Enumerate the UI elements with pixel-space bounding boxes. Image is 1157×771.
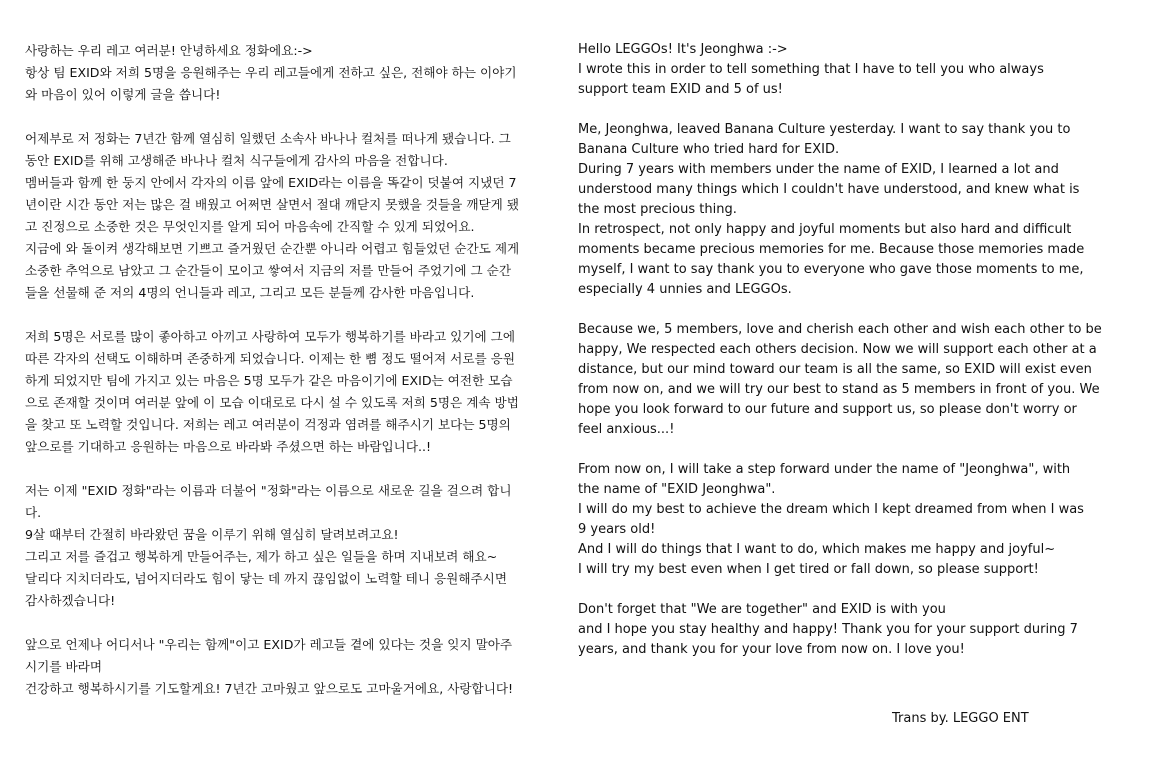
text-line: feel anxious...! xyxy=(578,422,675,437)
text-line: Me, Jeonghwa, leaved Banana Culture yesterday. I want to say thank you to xyxy=(578,122,1071,137)
text-line: 을 찾고 또 노력할 것입니다. 저희는 레고 여러분이 걱정과 염려를 해주시기 보다는 5명의 xyxy=(25,417,511,432)
text-line: 년이란 시간 동안 저는 많은 걸 배웠고 어쩌면 살면서 절대 깨닫지 못했을 것들을 깨닫게 됐 xyxy=(25,197,520,212)
text-line: 사랑하는 우리 레고 여러분! 안녕하세요 정화에요:-> xyxy=(25,43,313,58)
text-line: 따른 각자의 선택도 이해하며 존중하게 되었습니다. 이제는 한 뼘 정도 떨어져 서로를 응원 xyxy=(25,351,516,366)
text-line: support team EXID and 5 of us! xyxy=(578,82,783,97)
text-line: the name of "EXID Jeonghwa". xyxy=(578,482,776,497)
text-line: 동안 EXID를 위해 고생해준 바나나 컬처 식구들에게 감사의 마음을 전합니다. xyxy=(25,153,448,168)
text-line: the most precious thing. xyxy=(578,202,737,217)
english-paragraph-5 xyxy=(578,600,1138,660)
korean-letter xyxy=(25,40,553,722)
text-line: In retrospect, not only happy and joyful moments but also hard and difficult xyxy=(578,222,1072,237)
text-line: 앞으로 언제나 어디서나 "우리는 함께"이고 EXID가 레고들 곁에 있다는 것을 잊지 말아주 xyxy=(25,637,513,652)
text-line: and I hope you stay healthy and happy! Thank you for your support during 7 xyxy=(578,622,1078,637)
english-paragraph-1 xyxy=(578,40,1138,100)
english-paragraph-3 xyxy=(578,320,1138,440)
korean-paragraph-5 xyxy=(25,634,553,700)
text-line: 지금에 와 돌이켜 생각해보면 기쁘고 즐거웠던 순간뿐 아니라 어렵고 힘들었던 순간도 제게 xyxy=(25,241,520,256)
korean-paragraph-2 xyxy=(25,128,553,304)
text-line: 소중한 추억으로 남았고 그 순간들이 모이고 쌓여서 지금의 저를 만들어 주었기에 그 순간 xyxy=(25,263,511,278)
text-line: 와 마음이 있어 이렇게 글을 씁니다! xyxy=(25,87,221,102)
english-paragraph-2 xyxy=(578,120,1138,300)
text-line: Hello LEGGOs! It's Jeonghwa :-> xyxy=(578,42,788,57)
text-line: 들을 선물해 준 저의 4명의 언니들과 레고, 그리고 모든 분들께 감사한 마음입니다. xyxy=(25,285,475,300)
text-line: 앞으로를 기대하고 응원하는 마음으로 바라봐 주셨으면 하는 바람입니다..! xyxy=(25,439,432,454)
korean-paragraph-3 xyxy=(25,326,553,458)
text-line: 고 진정으로 소중한 것은 무엇인지를 알게 되어 마음속에 간직할 수 있게 되었어요. xyxy=(25,219,475,234)
text-line: Banana Culture who tried hard for EXID. xyxy=(578,142,840,157)
text-line: hope you look forward to our future and support us, so please don't worry or xyxy=(578,402,1077,417)
text-line: moments became precious memories for me. Because those memories made xyxy=(578,242,1085,257)
text-line: 달리다 지치더라도, 넘어지더라도 힘이 닿는 데 까지 끊임없이 노력할 테니 응원해주시면 xyxy=(25,571,507,586)
text-line: from now on, and we will try our best to stand as 5 members in front of you. We xyxy=(578,382,1100,397)
korean-paragraph-1 xyxy=(25,40,553,106)
text-line: years, and thank you for your love from now on. I love you! xyxy=(578,642,965,657)
text-line: 으로 존재할 것이며 여러분 앞에 이 모습 이대로로 다시 설 수 있도록 저희 5명은 계속 방법 xyxy=(25,395,519,410)
text-line: 멤버들과 함께 한 둥지 안에서 각자의 이름 앞에 EXID라는 이름을 똑같이 덧붙여 지냈던 7 xyxy=(25,175,517,190)
text-line: From now on, I will take a step forward under the name of "Jeonghwa", with xyxy=(578,462,1071,477)
translation-credit: Trans by. LEGGO ENT xyxy=(892,711,1029,726)
text-line: I will do my best to achieve the dream which I kept dreamed from when I was xyxy=(578,502,1084,517)
text-line: 하게 되었지만 팀에 가지고 있는 마음은 5명 모두가 같은 마음이기에 EXID는 여전한 모습 xyxy=(25,373,513,388)
text-line: Don't forget that "We are together" and EXID is with you xyxy=(578,602,946,617)
text-line: 항상 팀 EXID와 저희 5명을 응원해주는 우리 레고들에게 전하고 싶은, 전해야 하는 이야기 xyxy=(25,65,517,80)
text-line: 건강하고 행복하시기를 기도할게요! 7년간 고마웠고 앞으로도 고마울거에요, 사랑합니다! xyxy=(25,681,514,696)
text-line: 어제부로 저 정화는 7년간 함께 열심히 일했던 소속사 바나나 컬처를 떠나게 됐습니다. 그 xyxy=(25,131,511,146)
text-line: 감사하겠습니다! xyxy=(25,593,116,608)
text-line: I will try my best even when I get tired or fall down, so please support! xyxy=(578,562,1039,577)
text-line: distance, but our mind toward our team is all the same, so EXID will exist even xyxy=(578,362,1092,377)
korean-paragraph-4 xyxy=(25,480,553,612)
text-line: 다. xyxy=(25,505,42,520)
english-paragraph-4 xyxy=(578,460,1138,580)
text-line: 그리고 저를 즐겁고 행복하게 만들어주는, 제가 하고 싶은 일들을 하며 지내보려 해요~ xyxy=(25,549,498,564)
text-line: 시기를 바라며 xyxy=(25,659,102,674)
text-line: myself, I want to say thank you to everyone who gave those moments to me, xyxy=(578,262,1084,277)
text-line: 9살 때부터 간절히 바라왔던 꿈을 이루기 위해 열심히 달려보려고요! xyxy=(25,527,399,542)
text-line: 저는 이제 "EXID 정화"라는 이름과 더불어 "정화"라는 이름으로 새로운 길을 걸으려 합니 xyxy=(25,483,512,498)
text-line: understood many things which I couldn't have understood, and knew what is xyxy=(578,182,1080,197)
text-line: 저희 5명은 서로를 많이 좋아하고 아끼고 사랑하여 모두가 행복하기를 바라고 있기에 그에 xyxy=(25,329,516,344)
text-line: I wrote this in order to tell something that I have to tell you who always xyxy=(578,62,1044,77)
text-line: And I will do things that I want to do, which makes me happy and joyful~ xyxy=(578,542,1056,557)
text-line: 9 years old! xyxy=(578,522,656,537)
text-line: During 7 years with members under the name of EXID, I learned a lot and xyxy=(578,162,1059,177)
text-line: happy, We respected each others decision. Now we will support each other at a xyxy=(578,342,1097,357)
text-line: especially 4 unnies and LEGGOs. xyxy=(578,282,792,297)
english-translation xyxy=(578,40,1138,680)
text-line: Because we, 5 members, love and cherish each other and wish each other to be xyxy=(578,322,1102,337)
